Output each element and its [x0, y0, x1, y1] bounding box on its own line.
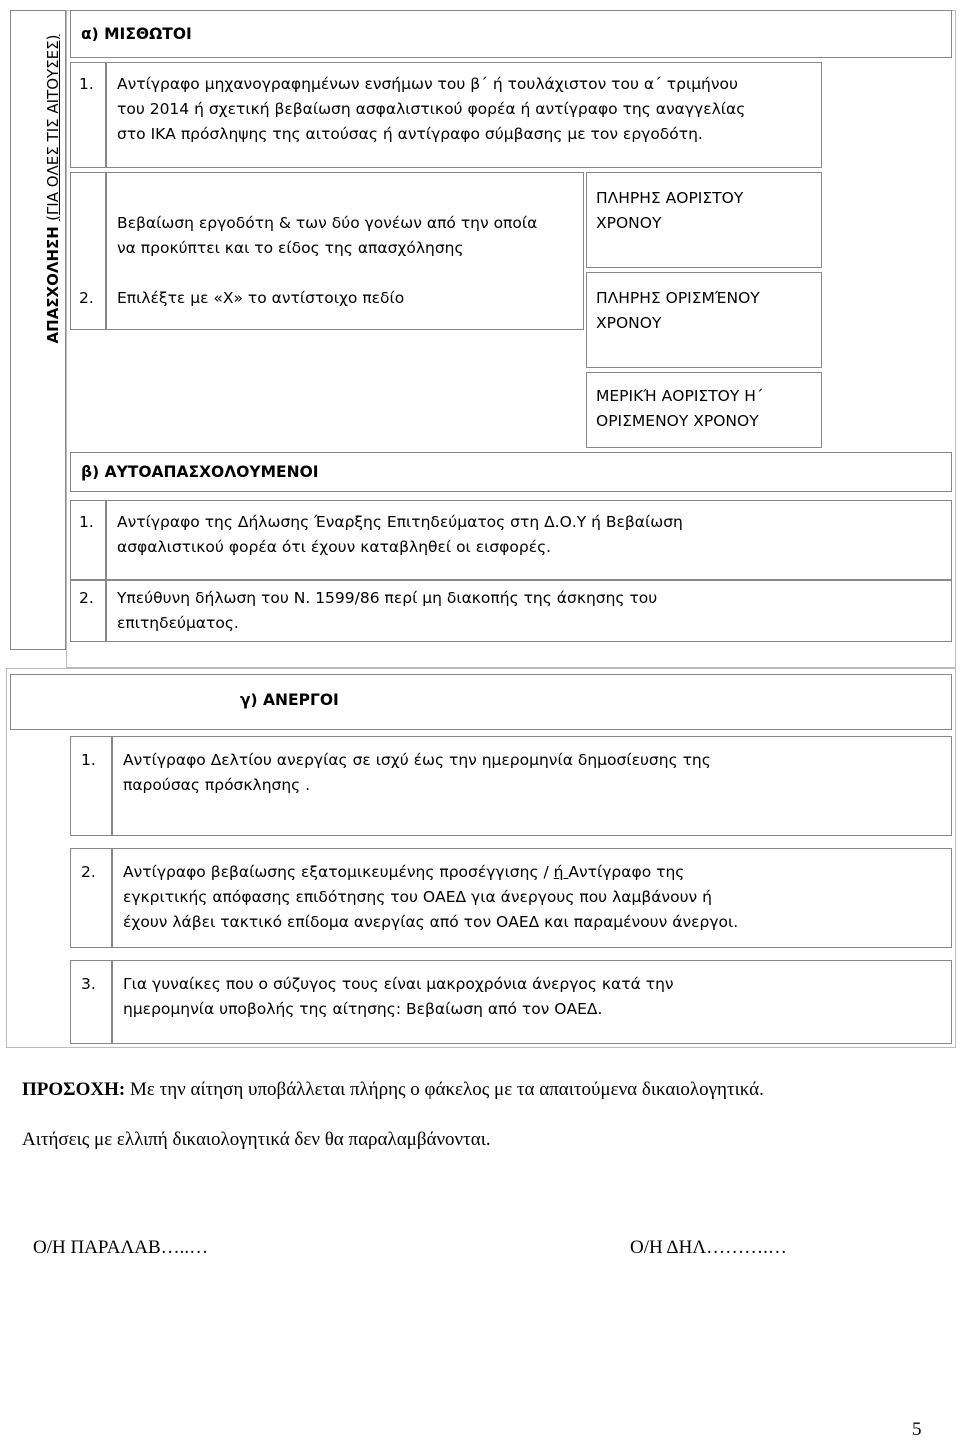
option-full-fixed[interactable] [586, 272, 822, 368]
section-c-item1-line1: Αντίγραφο Δελτίου ανεργίας σε ισχύ έως την ημερομηνία δημοσίευσης της [123, 751, 711, 769]
section-b-item2-num: 2. [79, 589, 94, 607]
option-part-time-line1: ΜΕΡΙΚΉ ΑΟΡΙΣΤΟΥ Η΄ [596, 387, 764, 405]
notice-line2: Αιτήσεις με ελλιπή δικαιολογητικά δεν θα παραλαμβάνονται. [22, 1129, 491, 1150]
section-a-item1-num: 1. [79, 75, 94, 93]
section-c-item3-line2: ημερομηνία υποβολής της αίτησης: Βεβαίωση από τον ΟΑΕΔ. [123, 1000, 603, 1018]
section-b-item1-num-box [70, 500, 106, 580]
notice-line1 [22, 1078, 764, 1102]
section-b-item2-num-box [70, 580, 106, 642]
page-number: 5 [912, 1419, 922, 1440]
section-c-item1-box [112, 736, 952, 836]
section-c-item1-num-box [70, 736, 112, 836]
section-b-item2-line1: Υπεύθυνη δήλωση του Ν. 1599/86 περί μη διακοπής της άσκησης του [117, 589, 658, 607]
sidebar-title-bold: ΑΠΑΣΧΟΛΗΣΗ [44, 226, 62, 344]
sidebar-box [10, 10, 66, 650]
section-c-item2-line3: έχουν λάβει τακτικό επίδομα ανεργίας από τον ΟΑΕΔ και παραμένουν άνεργοι. [123, 913, 739, 931]
section-c-item1-line2: παρούσας πρόσκλησης . [123, 776, 311, 794]
section-c-item2-line1-c: Αντίγραφο της [568, 863, 685, 881]
section-b-item1-box [106, 500, 952, 580]
section-a-item2-box [106, 172, 584, 330]
section-c-header-box [10, 674, 952, 730]
notice-text: Με την αίτηση υποβάλλεται πλήρης ο φάκελος με τα απαιτούμενα δικαιολογητικά. [125, 1079, 764, 1100]
section-a-item1-box [106, 62, 822, 168]
section-a-item1-line3: στο ΙΚΑ πρόσληψης της αιτούσας ή αντίγραφο σύμβασης με τον εργοδότη. [117, 125, 703, 143]
section-a-header-box [70, 10, 952, 58]
section-b-header: β) ΑΥΤΟΑΠΑΣΧΟΛΟΥΜΕΝΟΙ [81, 463, 319, 481]
section-c-item2-num-box [70, 848, 112, 948]
section-c-item2-line1-b: ή [553, 863, 569, 881]
option-full-indefinite[interactable] [586, 172, 822, 268]
section-a-item1-num-box [70, 62, 106, 168]
section-b-item1-line1: Αντίγραφο της Δήλωσης Έναρξης Επιτηδεύματος στη Δ.Ο.Υ ή Βεβαίωση [117, 513, 683, 531]
section-a-item2-line1: Βεβαίωση εργοδότη & των δύο γονέων από την οποία [117, 214, 538, 232]
option-part-time-line2: ΟΡΙΣΜΕΝΟΥ ΧΡΟΝΟΥ [596, 412, 759, 430]
section-c-item2-line1-a: Αντίγραφο βεβαίωσης εξατομικευμένης προσέγγισης / [123, 863, 554, 881]
section-a-item2-num: 2. [79, 289, 94, 307]
section-a-item1-line1: Αντίγραφο μηχανογραφημένων ενσήμων του β΄ ή τουλάχιστον του α΄ τριμήνου [117, 75, 738, 93]
section-b-item1-line2: ασφαλιστικού φορέα ότι έχουν καταβληθεί οι εισφορές. [117, 538, 552, 556]
section-a-item2-line3: Επιλέξτε με «Χ» το αντίστοιχο πεδίο [117, 289, 405, 307]
section-c-item1-num: 1. [81, 751, 96, 769]
signature-declarant: Ο/Η ΔΗΛ……….… [630, 1237, 787, 1258]
option-full-indefinite-line2: ΧΡΟΝΟΥ [596, 214, 662, 232]
section-b-item1-num: 1. [79, 513, 94, 531]
section-a-item2-line2: να προκύπτει και το είδος της απασχόλησης [117, 239, 464, 257]
section-c-item3-line1: Για γυναίκες που ο σύζυγος τους είναι μακροχρόνια άνεργος κατά την [123, 975, 674, 993]
notice-label: ΠΡΟΣΟΧΗ: [22, 1079, 126, 1100]
section-a-item2-num-box [70, 172, 106, 330]
section-c-item3-num-box [70, 960, 112, 1044]
signature-receiver: Ο/Η ΠΑΡΑΛΑΒ…..… [33, 1237, 209, 1258]
section-a-item1-line2: του 2014 ή σχετική βεβαίωση ασφαλιστικού φορέα ή αντίγραφο της αναγγελίας [117, 100, 746, 118]
section-c-item3-box [112, 960, 952, 1044]
section-b-item2-line2: επιτηδεύματος. [117, 614, 239, 632]
section-c-item2-line2: εγκριτικής απόφασης επιδότησης του ΟΑΕΔ για άνεργους που λαμβάνουν ή [123, 888, 712, 906]
option-full-indefinite-line1: ΠΛΗΡΗΣ ΑΟΡΙΣΤΟΥ [596, 189, 744, 207]
sidebar-title-paren: (ΓΙΑ ΟΛΕΣ ΤΙΣ ΑΙΤΟΥΣΕΣ) [44, 34, 62, 221]
section-c-item2-num: 2. [81, 863, 96, 881]
section-c-header: γ) ΑΝΕΡΓΟΙ [240, 691, 339, 709]
section-b-header-box [70, 452, 952, 492]
sidebar-title [44, 35, 62, 344]
section-a-header: α) ΜΙΣΘΩΤΟΙ [81, 25, 192, 43]
section-c-item2-box [112, 848, 952, 948]
option-full-fixed-line1: ΠΛΗΡΗΣ ΟΡΙΣΜΈΝΟΥ [596, 289, 760, 307]
option-part-time[interactable] [586, 372, 822, 448]
section-b-item2-box [106, 580, 952, 642]
section-c-item3-num: 3. [81, 975, 96, 993]
option-full-fixed-line2: ΧΡΟΝΟΥ [596, 314, 662, 332]
section-c-item2-line1 [123, 860, 684, 885]
